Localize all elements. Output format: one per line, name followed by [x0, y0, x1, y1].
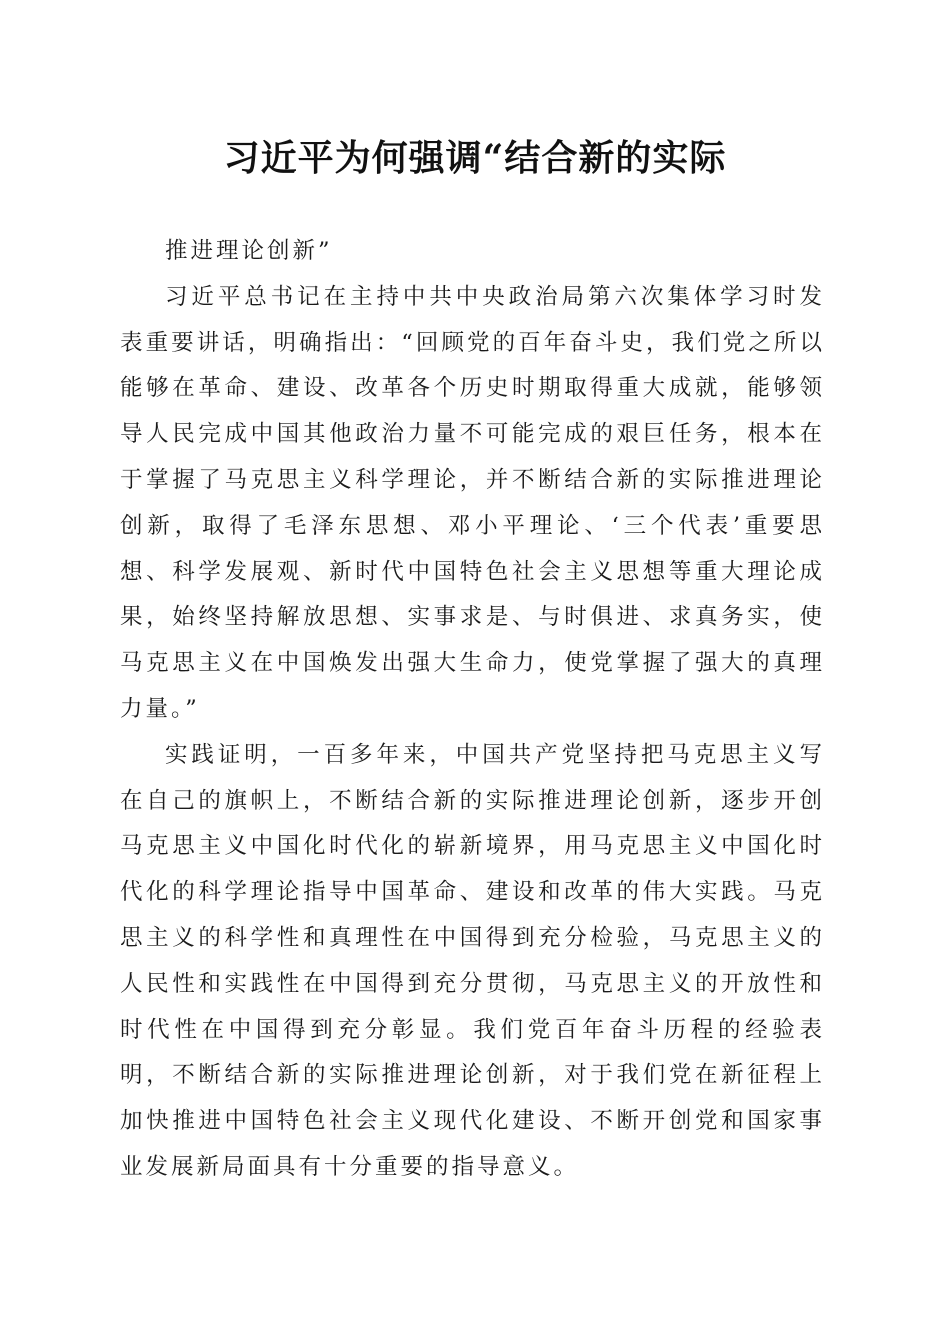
paragraph-practice-proof: 实践证明，一百多年来，中国共产党坚持把马克思主义写在自己的旗帜上，不断结合新的实际推进理论创新，逐步开创马克思主义中国化时代化的崭新境界，用马克思主义中国化时代化的科学理论指导中国革命、建设和改革的伟大实践。马克思主义的科学性和真理性在中国得到充分检验，马克思主义的人民性和实践性在中国得到充分贯彻，马克思主义的开放性和时代性在中国得到充分彰显。我们党百年奋斗历程的经验表明，不断结合新的实际推进理论创新，对于我们党在新征程上加快推进中国特色社会主义现代化建设、不断开创党和国家事业发展新局面具有十分重要的指导意义。 [120, 741, 825, 1180]
paragraph-speech-quote: 习近平总书记在主持中共中央政治局第六次集体学习时发表重要讲话，明确指出：“回顾党的百年奋斗史，我们党之所以能够在革命、建设、改革各个历史时期取得重大成就，能够领导人民完成中国其他政治力量不可能完成的艰巨任务，根本在于掌握了马克思主义科学理论，并不断结合新的实际推进理论创新，取得了毛泽东思想、邓小平理论、‘三个代表’重要思想、科学发展观、新时代中国特色社会主义思想等重大理论成果，始终坚持解放思想、实事求是、与时俱进、求真务实，使马克思主义在中国焕发出强大生命力，使党掌握了强大的真理力量。” [120, 283, 825, 722]
paragraph-subtitle-continuation: 推进理论创新” [165, 238, 333, 264]
document-title: 习近平为何强调“结合新的实际 [223, 137, 727, 179]
document-body [120, 229, 825, 1191]
